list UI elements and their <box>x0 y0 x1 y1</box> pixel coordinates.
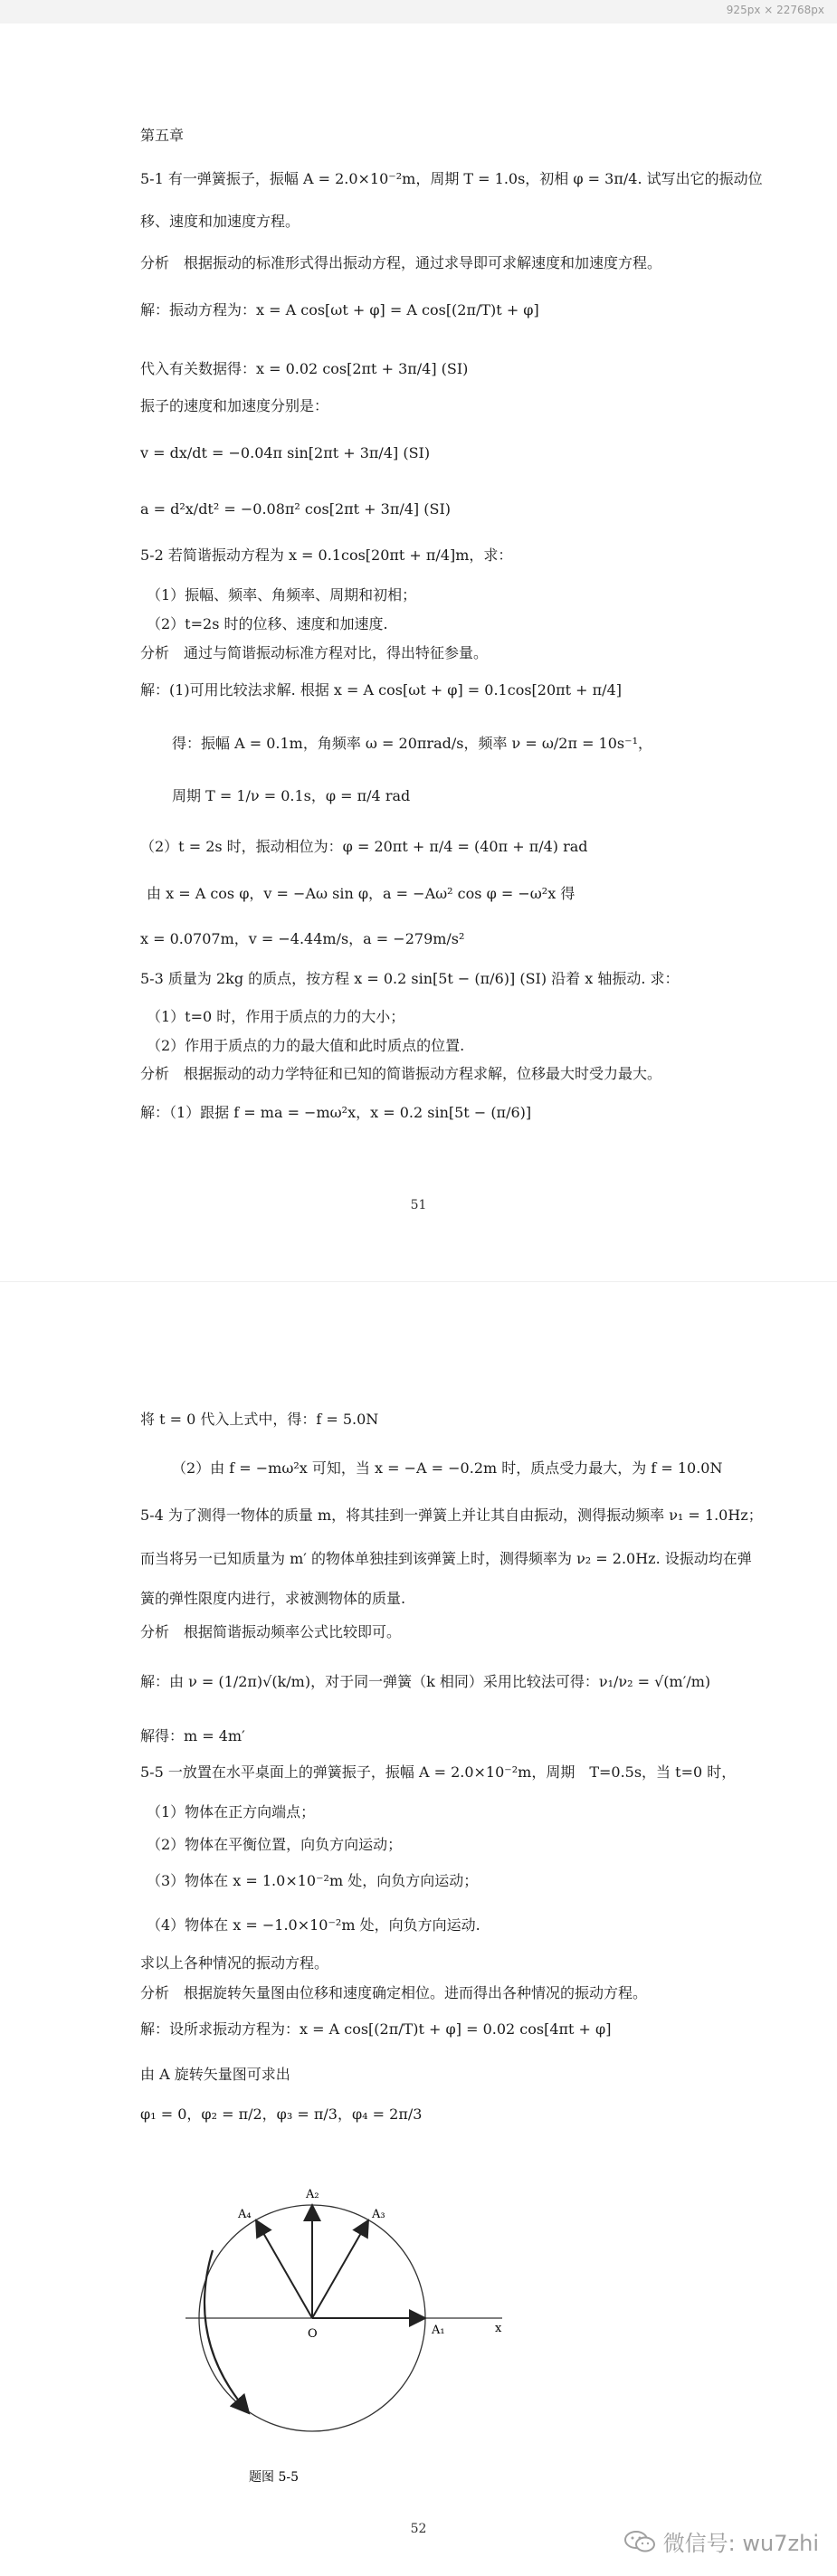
problem-5-5-q1: （1）物体在正方向端点； <box>147 1803 316 1820</box>
problem-5-3-q1: （1）t=0 时，作用于质点的力的大小； <box>147 1008 405 1025</box>
analysis-5-2: 分析 通过与简谐振动标准方程对比，得出特征参量。 <box>140 644 489 661</box>
solution-5-2-e: 由 x = A cos φ，v = −Aω sin φ，a = −Aω² cos φ = −ω²x 得 <box>147 885 575 902</box>
label-a3: A₃ <box>372 2208 385 2221</box>
label-a2: A₂ <box>306 2188 319 2201</box>
rotating-vector-diagram <box>176 2142 520 2504</box>
analysis-5-4: 分析 根据简谐振动频率公式比较即可。 <box>140 1623 402 1640</box>
solution-5-3-a: 解：（1）跟据 f = ma = −mω²x，x = 0.2 sin[5t − (π/6)] <box>140 1104 532 1121</box>
page-51 <box>0 24 837 1281</box>
chapter-title: 第五章 <box>140 127 185 144</box>
acceleration-eq: a = d²x/dt² = −0.08π² cos[2πt + 3π/4] (SI) <box>140 500 452 518</box>
rotation-direction-arrow <box>204 2250 249 2413</box>
solution-5-4-a: 解：由 ν = (1/2π)√(k/m)，对于同一弹簧（k 相同）采用比较法可得：ν₁/ν₂ = √(m′/m) <box>140 1673 711 1690</box>
vector-a3 <box>312 2220 368 2318</box>
wechat-watermark <box>623 2525 819 2557</box>
image-dimensions: 925px × 22768px <box>726 4 824 16</box>
problem-5-3-q2: （2）作用于质点的力的最大值和此时质点的位置. <box>147 1037 465 1054</box>
solution-5-2-f: x = 0.0707m，v = −4.44m/s，a = −279m/s² <box>140 930 465 947</box>
problem-5-5-q2: （2）物体在平衡位置，向负方向运动； <box>147 1836 403 1853</box>
problem-5-5-q4: （4）物体在 x = −1.0×10⁻²m 处，向负方向运动. <box>147 1916 480 1934</box>
solution-5-3-b: 将 t = 0 代入上式中，得：f = 5.0N <box>140 1411 379 1428</box>
problem-5-3: 5-3 质量为 2kg 的质点，按方程 x = 0.2 sin[5t − (π/6)] (SI) 沿着 x 轴振动. 求： <box>140 970 680 987</box>
label-a4: A₄ <box>238 2208 252 2221</box>
solution-5-1-data: 代入有关数据得：x = 0.02 cos[2πt + 3π/4] (SI) <box>140 360 469 377</box>
page-number: 52 <box>410 2522 427 2536</box>
vector-a4 <box>256 2220 312 2318</box>
problem-5-4-cont2: 簧的弹性限度内进行，求被测物体的质量. <box>140 1590 406 1607</box>
analysis-5-1: 分析 根据振动的标准形式得出振动方程，通过求导即可求解速度和加速度方程。 <box>140 254 662 271</box>
solution-5-2-d: （2）t = 2s 时，振动相位为：φ = 20πt + π/4 = (40π + π/4) rad <box>140 838 588 855</box>
problem-5-2: 5-2 若简谐振动方程为 x = 0.1cos[20πt + π/4]m，求： <box>140 547 513 564</box>
solution-5-1-eq: 解：振动方程为：x = A cos[ωt + φ] = A cos[(2π/T)t + φ] <box>140 301 539 318</box>
solution-5-1-text: 振子的速度和加速度分别是： <box>140 397 329 414</box>
problem-5-5-q3: （3）物体在 x = 1.0×10⁻²m 处，向负方向运动； <box>147 1872 479 1889</box>
solution-5-4-b: 解得：m = 4m′ <box>140 1727 245 1744</box>
problem-5-2-q1: （1）振幅、频率、角频率、周期和初相； <box>147 586 417 604</box>
problem-5-4: 5-4 为了测得一物体的质量 m，将其挂到一弹簧上并让其自由振动，测得振动频率 ν₁ = 1.0Hz； <box>140 1507 763 1524</box>
solution-5-3-c: （2）由 f = −mω²x 可知，当 x = −A = −0.2m 时，质点受力最大，为 f = 10.0N <box>172 1459 723 1477</box>
solution-5-5-b: 由 A 旋转矢量图可求出 <box>140 2066 290 2083</box>
problem-5-4-cont: 而当将另一已知质量为 m′ 的物体单独挂到该弹簧上时，测得频率为 ν₂ = 2.0Hz. 设振动均在弹 <box>140 1550 752 1567</box>
solution-5-2-b: 得：振幅 A = 0.1m，角频率 ω = 20πrad/s，频率 ν = ω/2π = 10s⁻¹， <box>172 735 652 752</box>
page-52 <box>0 1281 837 2576</box>
watermark-text: 微信号: wu7zhi <box>662 2531 819 2556</box>
rotating-vector-figure <box>176 2142 520 2504</box>
page-number: 51 <box>410 1198 427 1212</box>
problem-5-2-q2: （2）t=2s 时的位移、速度和加速度. <box>147 615 388 632</box>
problem-5-5: 5-5 一放置在水平桌面上的弹簧振子，振幅 A = 2.0×10⁻²m，周期 T=0.5s，当 t=0 时， <box>140 1763 737 1781</box>
figure-caption: 题图 5-5 <box>249 2470 299 2485</box>
label-origin: O <box>308 2327 318 2341</box>
viewer-bar <box>0 0 837 24</box>
analysis-5-5: 分析 根据旋转矢量图由位移和速度确定相位。进而得出各种情况的振动方程。 <box>140 1984 648 2001</box>
velocity-eq: v = dx/dt = −0.04π sin[2πt + 3π/4] (SI) <box>140 444 431 461</box>
solution-5-2-c: 周期 T = 1/ν = 0.1s，φ = π/4 rad <box>172 787 411 804</box>
solution-5-5-a: 解：设所求振动方程为：x = A cos[(2π/T)t + φ] = 0.02 cos[4πt + φ] <box>140 2020 612 2038</box>
solution-5-2-a: 解：(1)可用比较法求解. 根据 x = A cos[ωt + φ] = 0.1cos[20πt + π/4] <box>140 681 622 699</box>
label-x-axis: x <box>495 2322 502 2335</box>
problem-5-1: 5-1 有一弹簧振子，振幅 A = 2.0×10⁻²m，周期 T = 1.0s，初相 φ = 3π/4. 试写出它的振动位 <box>140 170 763 187</box>
problem-5-5-ask: 求以上各种情况的振动方程。 <box>140 1954 329 1972</box>
analysis-5-3: 分析 根据振动的动力学特征和已知的简谐振动方程求解，位移最大时受力最大。 <box>140 1065 662 1082</box>
wechat-icon <box>623 2529 656 2554</box>
label-a1: A₁ <box>432 2324 445 2337</box>
solution-5-5-phases: φ₁ = 0，φ₂ = π/2，φ₃ = π/3，φ₄ = 2π/3 <box>140 2105 423 2123</box>
problem-5-1-cont: 移、速度和加速度方程。 <box>140 213 300 230</box>
